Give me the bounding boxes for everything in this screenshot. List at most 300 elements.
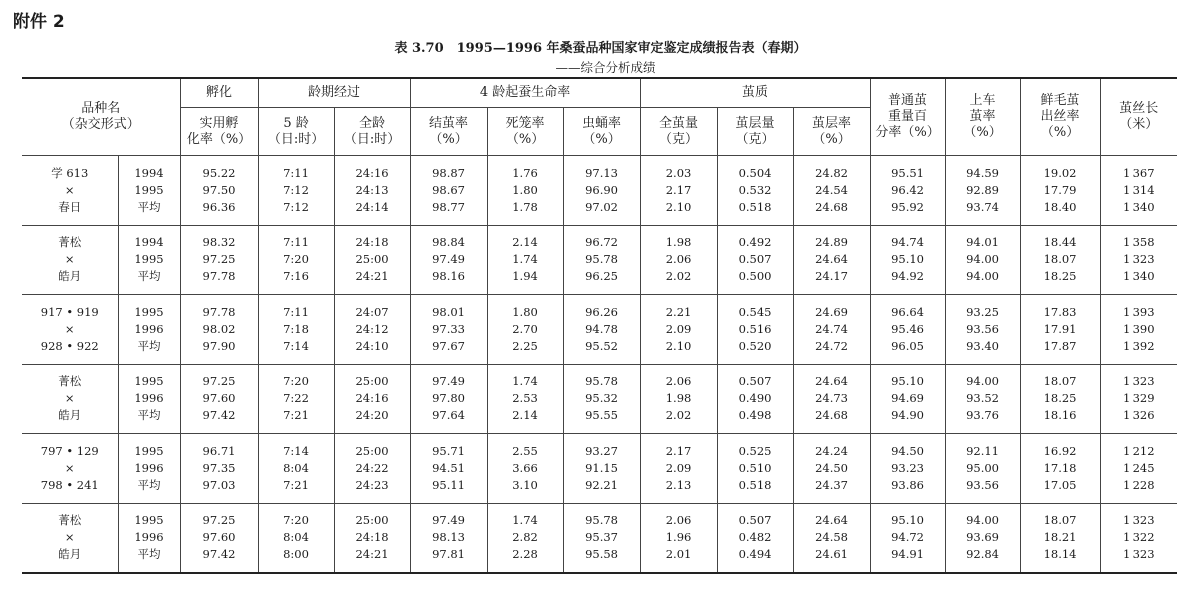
cell-value: 1996 bbox=[134, 321, 164, 336]
fifth-instar-header bbox=[258, 108, 334, 156]
cell-value: 学 613 bbox=[51, 165, 89, 180]
cell-value: 2.25 bbox=[512, 338, 538, 353]
cell-value: 97.42 bbox=[202, 547, 236, 561]
raw-silk-pct-cell bbox=[1020, 156, 1100, 226]
cell-value: 93.25 bbox=[966, 304, 1000, 319]
cell-value: 18.07 bbox=[1043, 513, 1077, 527]
raw-silk-pct-cell bbox=[1020, 295, 1100, 365]
hatch-rate-cell bbox=[180, 225, 258, 295]
table-header bbox=[22, 78, 1177, 156]
reelable-rate-header bbox=[945, 78, 1020, 156]
cell-value: 96.90 bbox=[585, 182, 618, 197]
cell-value: 95.92 bbox=[891, 199, 925, 214]
cell-value: 7:16 bbox=[283, 269, 309, 284]
cell-value: 97.49 bbox=[432, 252, 465, 267]
cell-value: 93.56 bbox=[966, 321, 1000, 336]
cell-value: 7:20 bbox=[283, 374, 309, 389]
cell-value: 96.26 bbox=[585, 304, 618, 319]
shell-weight-header bbox=[717, 108, 793, 156]
cell-value: 97.78 bbox=[202, 269, 236, 284]
header-line: （%） bbox=[1040, 125, 1080, 140]
cell-value: 24.24 bbox=[815, 443, 848, 458]
cell-value: 17.05 bbox=[1043, 477, 1077, 492]
cell-value: 菁松 bbox=[58, 374, 82, 389]
shell-weight-cell bbox=[717, 225, 793, 295]
pupation-rate-cell bbox=[563, 364, 640, 434]
cell-value: 24:16 bbox=[355, 391, 389, 406]
cell-value: 0.545 bbox=[738, 304, 772, 319]
cell-value: 7:21 bbox=[283, 477, 309, 492]
cell-value: 94.92 bbox=[891, 269, 925, 284]
reelable-rate-cell bbox=[945, 156, 1020, 226]
cell-value: 1 358 bbox=[1123, 235, 1155, 250]
whole-cocoon-weight-cell bbox=[640, 156, 717, 226]
header-line: 上车 bbox=[969, 93, 996, 108]
cell-value: 平均 bbox=[137, 547, 161, 561]
cell-value: 98.87 bbox=[432, 165, 465, 180]
header-line: （克） bbox=[659, 131, 699, 147]
cell-value: 94.69 bbox=[891, 391, 925, 406]
hatch-rate-cell bbox=[180, 295, 258, 365]
cell-value: 0.498 bbox=[738, 408, 772, 423]
header-line: 出丝率 bbox=[1040, 109, 1080, 124]
cell-value: 97.67 bbox=[432, 338, 465, 353]
cell-value: 95.78 bbox=[585, 252, 618, 267]
header-line: 死笼率 bbox=[505, 115, 545, 131]
whole-cocoon-weight-cell bbox=[640, 503, 717, 573]
cell-value: 25:00 bbox=[355, 252, 389, 267]
cell-value: 94.00 bbox=[966, 513, 1000, 527]
cell-value: 24:21 bbox=[355, 269, 389, 284]
cell-value: 1.94 bbox=[512, 269, 538, 284]
cell-value: 24:13 bbox=[355, 182, 389, 197]
filament-length-cell bbox=[1100, 295, 1177, 365]
cell-value: 1 323 bbox=[1123, 513, 1155, 527]
reelable-rate-cell bbox=[945, 295, 1020, 365]
cell-value: 95.11 bbox=[432, 477, 465, 492]
cell-value: 2.28 bbox=[512, 547, 538, 561]
cell-value: 7:20 bbox=[283, 252, 309, 267]
cell-value: 1995 bbox=[134, 443, 164, 458]
cell-value: 18.21 bbox=[1043, 530, 1077, 544]
cell-value: 7:14 bbox=[283, 443, 309, 458]
cell-value: 93.69 bbox=[966, 530, 1000, 544]
cell-value: 95.51 bbox=[891, 165, 925, 180]
cell-value: 18.40 bbox=[1043, 199, 1077, 214]
whole-cocoon-weight-cell bbox=[640, 225, 717, 295]
variety-header bbox=[22, 78, 180, 156]
cell-value: 24.61 bbox=[815, 547, 848, 561]
shell-weight-cell bbox=[717, 156, 793, 226]
cell-value: 96.72 bbox=[585, 235, 618, 250]
pupation-rate-cell bbox=[563, 434, 640, 504]
cell-value: 24:20 bbox=[355, 408, 389, 423]
dead-cocoon-rate-cell bbox=[487, 434, 563, 504]
variety-cell bbox=[22, 503, 118, 573]
cell-value: 0.520 bbox=[738, 338, 772, 353]
cell-value: 24.37 bbox=[815, 477, 848, 492]
cell-value: 0.482 bbox=[738, 530, 772, 544]
cell-value: 1995 bbox=[134, 513, 164, 527]
cell-value: 2.02 bbox=[665, 269, 692, 284]
cocooning-rate-header bbox=[410, 108, 487, 156]
cell-value: 18.07 bbox=[1043, 252, 1077, 267]
shell-weight-cell bbox=[717, 295, 793, 365]
normal-cocoon-pct-header bbox=[870, 78, 945, 156]
cell-value: 24:18 bbox=[355, 530, 389, 544]
cell-value: 97.50 bbox=[202, 182, 236, 197]
all-instar-header bbox=[334, 108, 410, 156]
cell-value: 97.02 bbox=[585, 199, 618, 214]
cell-value: 97.64 bbox=[432, 408, 465, 423]
header-line: 结茧率 bbox=[429, 115, 469, 131]
cell-value: 2.09 bbox=[665, 460, 692, 475]
cell-value: 1 340 bbox=[1123, 199, 1155, 214]
attachment-label: 附件 2 bbox=[13, 12, 65, 32]
year-cell bbox=[118, 225, 180, 295]
cell-value: 18.14 bbox=[1043, 547, 1077, 561]
cell-value: 95.22 bbox=[202, 165, 236, 180]
header-line: （%） bbox=[505, 131, 545, 147]
cell-value: 1996 bbox=[134, 530, 164, 544]
dead-cocoon-rate-header bbox=[487, 108, 563, 156]
cell-value: 24.68 bbox=[815, 199, 848, 214]
cell-value: 1.74 bbox=[512, 252, 538, 267]
cell-value: 1995 bbox=[134, 374, 164, 389]
cell-value: 1996 bbox=[134, 460, 164, 475]
cell-value: 8:04 bbox=[283, 460, 309, 475]
cell-value: 95.46 bbox=[891, 321, 925, 336]
hatch-rate-cell bbox=[180, 364, 258, 434]
whole-cocoon-weight-cell bbox=[640, 364, 717, 434]
cell-value: 菁松 bbox=[58, 235, 82, 250]
hatch-group-header: 孵化 bbox=[180, 78, 258, 108]
normal-cocoon-pct-cell bbox=[870, 364, 945, 434]
cell-value: 24:12 bbox=[355, 321, 389, 336]
cell-value: 93.74 bbox=[966, 199, 1000, 214]
cell-value: 0.490 bbox=[738, 391, 772, 406]
cell-value: 2.06 bbox=[665, 252, 692, 267]
filament-length-header bbox=[1100, 78, 1177, 156]
cell-value: 0.504 bbox=[738, 165, 772, 180]
cell-value: 0.507 bbox=[738, 374, 772, 389]
cell-value: 24:23 bbox=[355, 477, 389, 492]
fifth-instar-cell bbox=[258, 364, 334, 434]
cell-value: 1 245 bbox=[1123, 460, 1155, 475]
cell-value: 1.74 bbox=[512, 513, 538, 527]
cell-value: 18.16 bbox=[1043, 408, 1077, 423]
cell-value: 94.00 bbox=[966, 269, 1000, 284]
header-line: （米） bbox=[1119, 117, 1159, 132]
cell-value: 1 314 bbox=[1123, 182, 1155, 197]
cell-value: 1.98 bbox=[665, 235, 692, 250]
variety-cell bbox=[22, 364, 118, 434]
cell-value: 1 392 bbox=[1123, 338, 1155, 353]
cell-value: 平均 bbox=[137, 269, 161, 284]
cell-value: 24.68 bbox=[815, 408, 848, 423]
cell-value: 24.82 bbox=[815, 165, 848, 180]
cell-value: 94.50 bbox=[891, 443, 925, 458]
cocooning-rate-cell bbox=[410, 295, 487, 365]
cell-value: 95.00 bbox=[966, 460, 1000, 475]
cell-value: 1 340 bbox=[1123, 269, 1155, 284]
header-line: 实用孵 bbox=[199, 115, 239, 131]
cell-value: 24.50 bbox=[815, 460, 848, 475]
shell-ratio-cell bbox=[793, 295, 870, 365]
pupation-rate-cell bbox=[563, 503, 640, 573]
hatch-rate-cell bbox=[180, 503, 258, 573]
cell-value: 98.13 bbox=[432, 530, 465, 544]
cell-value: 17.18 bbox=[1043, 460, 1077, 475]
cell-value: 24.73 bbox=[815, 391, 848, 406]
cell-value: 24.74 bbox=[815, 321, 848, 336]
cell-value: 95.78 bbox=[585, 513, 618, 527]
header-line: 虫蛹率 bbox=[582, 115, 622, 131]
variety-cell bbox=[22, 225, 118, 295]
cell-value: 7:11 bbox=[283, 304, 309, 319]
cell-value: 平均 bbox=[137, 408, 161, 423]
cell-value: 17.91 bbox=[1043, 321, 1077, 336]
year-cell bbox=[118, 295, 180, 365]
shell-ratio-cell bbox=[793, 503, 870, 573]
cell-value: 平均 bbox=[137, 477, 161, 492]
header-line: 品种名 bbox=[81, 101, 121, 116]
variety-cell bbox=[22, 156, 118, 226]
cell-value: 1 212 bbox=[1123, 443, 1155, 458]
table-title: 表 3.70 1995—1996 年桑蚕品种国家审定鉴定成绩报告表（春期） bbox=[394, 41, 807, 56]
cell-value: 1.76 bbox=[512, 165, 538, 180]
cell-value: 7:11 bbox=[283, 165, 309, 180]
cell-value: 1 326 bbox=[1123, 408, 1155, 423]
cell-value: 98.16 bbox=[432, 269, 465, 284]
cell-value: 92.11 bbox=[966, 443, 1000, 458]
cell-value: 93.27 bbox=[585, 443, 618, 458]
header-line: （杂交形式） bbox=[61, 117, 140, 132]
cell-value: 97.49 bbox=[432, 513, 465, 527]
cell-value: 0.507 bbox=[738, 513, 772, 527]
cell-value: 94.91 bbox=[891, 547, 925, 561]
cell-value: 97.60 bbox=[202, 391, 236, 406]
fifth-instar-cell bbox=[258, 225, 334, 295]
cell-value: 1995 bbox=[134, 252, 164, 267]
table-subtitle: ——综合分析成绩 bbox=[555, 60, 656, 75]
dead-cocoon-rate-cell bbox=[487, 503, 563, 573]
cell-value: 2.06 bbox=[665, 374, 692, 389]
cell-value: 2.14 bbox=[512, 408, 538, 423]
cocooning-rate-cell bbox=[410, 434, 487, 504]
cell-value: 25:00 bbox=[355, 443, 389, 458]
table-row bbox=[22, 295, 1177, 365]
cell-value: 96.05 bbox=[891, 338, 925, 353]
cocooning-rate-cell bbox=[410, 225, 487, 295]
cell-value: 19.02 bbox=[1043, 165, 1077, 180]
cell-value: 17.83 bbox=[1043, 304, 1077, 319]
cell-value: 91.15 bbox=[585, 460, 618, 475]
cell-value: 97.81 bbox=[432, 547, 465, 561]
cell-value: 7:11 bbox=[283, 235, 309, 250]
cell-value: 2.82 bbox=[512, 530, 538, 544]
cell-value: 96.25 bbox=[585, 269, 618, 284]
cell-value: 24:07 bbox=[355, 304, 389, 319]
cell-value: 97.25 bbox=[202, 252, 236, 267]
cell-value: 0.532 bbox=[738, 182, 772, 197]
cell-value: 92.21 bbox=[585, 477, 618, 492]
cell-value: 96.42 bbox=[891, 182, 925, 197]
cell-value: 3.66 bbox=[512, 460, 538, 475]
cell-value: 797 • 129 bbox=[40, 443, 99, 458]
all-instar-cell bbox=[334, 156, 410, 226]
cell-value: 0.492 bbox=[738, 235, 772, 250]
quality-group-header: 茧质 bbox=[640, 78, 870, 108]
cell-value: 1994 bbox=[134, 165, 164, 180]
cell-value: 2.01 bbox=[665, 547, 692, 561]
all-instar-cell bbox=[334, 503, 410, 573]
header-line: 5 龄 bbox=[283, 115, 309, 131]
cell-value: 1.80 bbox=[512, 182, 538, 197]
pupation-rate-cell bbox=[563, 295, 640, 365]
year-cell bbox=[118, 364, 180, 434]
cell-value: 798 • 241 bbox=[40, 477, 99, 492]
all-instar-cell bbox=[334, 295, 410, 365]
shell-ratio-cell bbox=[793, 156, 870, 226]
cell-value: 1.80 bbox=[512, 304, 538, 319]
cell-value: 18.25 bbox=[1043, 391, 1077, 406]
cell-value: 春日 bbox=[58, 199, 82, 214]
cell-value: 98.77 bbox=[432, 199, 465, 214]
header-row-1 bbox=[22, 78, 1177, 108]
cell-value: 92.89 bbox=[966, 182, 1000, 197]
cell-value: 2.55 bbox=[512, 443, 538, 458]
cell-value: 95.52 bbox=[585, 338, 618, 353]
cell-value: 1.78 bbox=[512, 199, 538, 214]
variety-cell bbox=[22, 434, 118, 504]
dead-cocoon-rate-cell bbox=[487, 295, 563, 365]
cell-value: 2.14 bbox=[512, 235, 538, 250]
cell-value: × bbox=[64, 460, 75, 475]
cell-value: 95.55 bbox=[585, 408, 618, 423]
cell-value: 2.53 bbox=[512, 391, 538, 406]
reelable-rate-cell bbox=[945, 364, 1020, 434]
cell-value: 95.37 bbox=[585, 530, 618, 544]
all-instar-cell bbox=[334, 434, 410, 504]
reelable-rate-cell bbox=[945, 503, 1020, 573]
header-line: 全茧量 bbox=[659, 115, 699, 131]
raw-silk-pct-cell bbox=[1020, 364, 1100, 434]
all-instar-cell bbox=[334, 225, 410, 295]
filament-length-cell bbox=[1100, 503, 1177, 573]
header-line: （克） bbox=[735, 131, 775, 147]
cell-value: 96.36 bbox=[202, 199, 236, 214]
fifth-instar-cell bbox=[258, 434, 334, 504]
reelable-rate-cell bbox=[945, 434, 1020, 504]
normal-cocoon-pct-cell bbox=[870, 503, 945, 573]
filament-length-cell bbox=[1100, 364, 1177, 434]
raw-silk-pct-cell bbox=[1020, 225, 1100, 295]
cell-value: 17.87 bbox=[1043, 338, 1077, 353]
cell-value: 93.86 bbox=[891, 477, 925, 492]
cell-value: 2.13 bbox=[665, 477, 692, 492]
variety-cell bbox=[22, 295, 118, 365]
cell-value: 928 • 922 bbox=[40, 338, 99, 353]
cell-value: 1.98 bbox=[665, 391, 692, 406]
cell-value: 98.32 bbox=[202, 235, 236, 250]
shell-weight-cell bbox=[717, 503, 793, 573]
all-instar-cell bbox=[334, 364, 410, 434]
cell-value: 94.74 bbox=[891, 235, 925, 250]
cell-value: 2.21 bbox=[665, 304, 692, 319]
dead-cocoon-rate-cell bbox=[487, 364, 563, 434]
hatch-rate-header bbox=[180, 108, 258, 156]
cell-value: 24:18 bbox=[355, 235, 389, 250]
cell-value: 0.516 bbox=[738, 321, 772, 336]
hatch-rate-cell bbox=[180, 156, 258, 226]
cell-value: 7:14 bbox=[283, 338, 309, 353]
cell-value: 94.72 bbox=[891, 530, 925, 544]
cell-value: 2.06 bbox=[665, 513, 692, 527]
cell-value: 93.56 bbox=[966, 477, 1000, 492]
cell-value: 95.10 bbox=[891, 513, 925, 527]
cell-value: 菁松 bbox=[58, 513, 82, 527]
cell-value: 1.74 bbox=[512, 374, 538, 389]
cell-value: 0.510 bbox=[738, 460, 772, 475]
cell-value: 7:12 bbox=[283, 199, 309, 214]
silkworm-evaluation-table bbox=[22, 77, 1177, 574]
cell-value: 97.80 bbox=[432, 391, 465, 406]
table-row bbox=[22, 503, 1177, 573]
cell-value: 96.71 bbox=[202, 443, 236, 458]
cell-value: 24.72 bbox=[815, 338, 848, 353]
table-body bbox=[22, 156, 1177, 573]
cell-value: 94.00 bbox=[966, 374, 1000, 389]
cell-value: 1 323 bbox=[1123, 374, 1155, 389]
cell-value: 7:18 bbox=[283, 321, 309, 336]
cell-value: 0.518 bbox=[738, 199, 772, 214]
cell-value: 1 393 bbox=[1123, 304, 1155, 319]
cell-value: 94.01 bbox=[966, 235, 1000, 250]
shell-ratio-cell bbox=[793, 434, 870, 504]
cell-value: 1 228 bbox=[1123, 477, 1155, 492]
cell-value: 93.23 bbox=[891, 460, 925, 475]
cell-value: 93.40 bbox=[966, 338, 1000, 353]
header-line: （日:时） bbox=[343, 131, 401, 147]
cell-value: 24:16 bbox=[355, 165, 389, 180]
shell-ratio-header bbox=[793, 108, 870, 156]
table-row bbox=[22, 364, 1177, 434]
instar-group-header: 龄期经过 bbox=[258, 78, 410, 108]
cell-value: 94.90 bbox=[891, 408, 925, 423]
cell-value: 94.51 bbox=[432, 460, 465, 475]
survival-group-header: 4 龄起蚕生命率 bbox=[410, 78, 640, 108]
cell-value: 93.76 bbox=[966, 408, 1000, 423]
cell-value: 24.58 bbox=[815, 530, 848, 544]
cocooning-rate-cell bbox=[410, 364, 487, 434]
cell-value: 93.52 bbox=[966, 391, 1000, 406]
normal-cocoon-pct-cell bbox=[870, 225, 945, 295]
header-line: 化率（%） bbox=[186, 131, 252, 147]
whole-cocoon-weight-header bbox=[640, 108, 717, 156]
cell-value: 皓月 bbox=[58, 408, 82, 423]
cell-value: 16.92 bbox=[1043, 443, 1077, 458]
cell-value: 95.71 bbox=[432, 443, 465, 458]
cell-value: × bbox=[64, 530, 75, 544]
year-cell bbox=[118, 434, 180, 504]
cell-value: × bbox=[64, 321, 75, 336]
filament-length-cell bbox=[1100, 225, 1177, 295]
cell-value: 98.02 bbox=[202, 321, 236, 336]
cell-value: 1 323 bbox=[1123, 547, 1155, 561]
cell-value: × bbox=[64, 391, 75, 406]
cell-value: 8:00 bbox=[283, 547, 309, 561]
